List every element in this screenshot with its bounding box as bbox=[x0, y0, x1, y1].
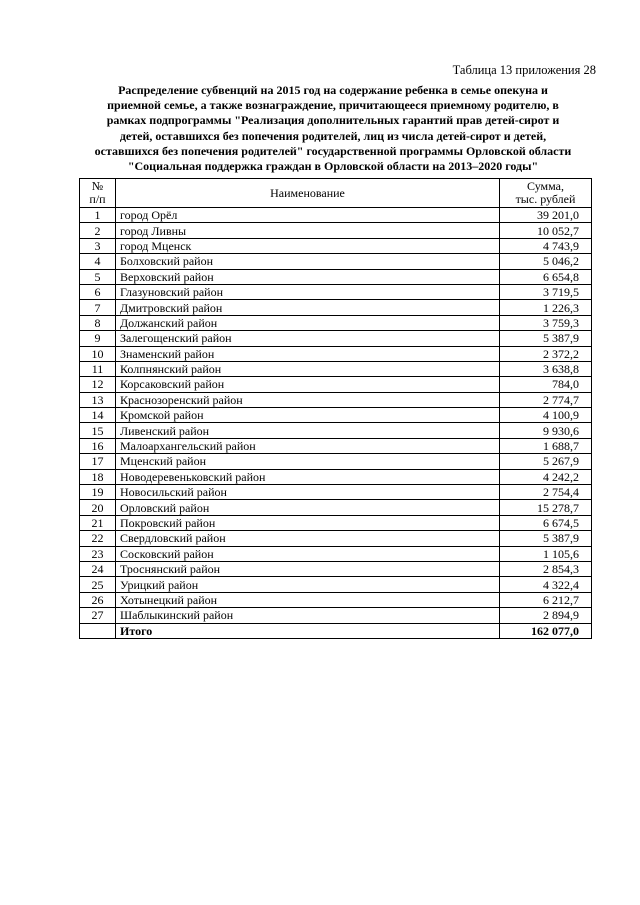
table-row bbox=[80, 284, 592, 299]
row-name: Болховский район bbox=[116, 254, 500, 269]
table-row bbox=[80, 208, 592, 223]
table-row bbox=[80, 469, 592, 484]
row-name: Дмитровский район bbox=[116, 300, 500, 315]
title-line: оставшихся без попечения родителей" государственной программы Орловской области bbox=[94, 143, 572, 158]
row-name: город Ливны bbox=[116, 223, 500, 238]
total-empty-cell bbox=[80, 623, 116, 638]
table-row bbox=[80, 377, 592, 392]
row-number: 6 bbox=[80, 284, 116, 299]
header-number bbox=[80, 179, 116, 208]
row-sum: 2 754,4 bbox=[500, 485, 592, 500]
title-line: "Социальная поддержка граждан в Орловской области на 2013–2020 годы" bbox=[127, 159, 539, 174]
table-body bbox=[80, 208, 592, 624]
row-sum: 10 052,7 bbox=[500, 223, 592, 238]
title-line: Распределение субвенций на 2015 год на содержание ребенка в семье опекуна и bbox=[118, 83, 548, 97]
table-row bbox=[80, 408, 592, 423]
row-name: Хотынецкий район bbox=[116, 592, 500, 607]
row-name: Залегощенский район bbox=[116, 331, 500, 346]
row-number: 14 bbox=[80, 408, 116, 423]
row-number: 9 bbox=[80, 331, 116, 346]
row-number: 26 bbox=[80, 592, 116, 607]
row-sum: 3 638,8 bbox=[500, 361, 592, 376]
row-name: Мценский район bbox=[116, 454, 500, 469]
total-row bbox=[80, 623, 592, 638]
row-sum: 5 387,9 bbox=[500, 531, 592, 546]
row-number: 3 bbox=[80, 238, 116, 253]
row-name: Свердловский район bbox=[116, 531, 500, 546]
row-sum: 6 654,8 bbox=[500, 269, 592, 284]
table-row bbox=[80, 300, 592, 315]
row-name: Ливенский район bbox=[116, 423, 500, 438]
title-line: детей, оставшихся без попечения родителей, лиц из числа детей-сирот и детей, bbox=[119, 128, 547, 143]
row-sum: 2 372,2 bbox=[500, 346, 592, 361]
row-name: Орловский район bbox=[116, 500, 500, 515]
row-name: Новосильский район bbox=[116, 485, 500, 500]
row-number: 11 bbox=[80, 361, 116, 376]
row-number: 1 bbox=[80, 208, 116, 223]
row-sum: 39 201,0 bbox=[500, 208, 592, 223]
row-sum: 2 894,9 bbox=[500, 608, 592, 623]
row-number: 4 bbox=[80, 254, 116, 269]
header-sum bbox=[500, 179, 592, 208]
row-number: 10 bbox=[80, 346, 116, 361]
table-row bbox=[80, 500, 592, 515]
row-sum: 1 105,6 bbox=[500, 546, 592, 561]
table-row bbox=[80, 254, 592, 269]
table-row bbox=[80, 546, 592, 561]
table-row bbox=[80, 531, 592, 546]
row-number: 21 bbox=[80, 515, 116, 530]
row-number: 27 bbox=[80, 608, 116, 623]
table-row bbox=[80, 392, 592, 407]
row-name: Краснозоренский район bbox=[116, 392, 500, 407]
row-sum: 1 688,7 bbox=[500, 438, 592, 453]
row-number: 2 bbox=[80, 223, 116, 238]
table-row bbox=[80, 577, 592, 592]
row-name: Шаблыкинский район bbox=[116, 608, 500, 623]
row-name: Должанский район bbox=[116, 315, 500, 330]
row-name: город Орёл bbox=[116, 208, 500, 223]
row-name: Колпнянский район bbox=[116, 361, 500, 376]
row-number: 5 bbox=[80, 269, 116, 284]
total-label: Итого bbox=[116, 623, 500, 638]
row-number: 19 bbox=[80, 485, 116, 500]
header-number-line2: п/п bbox=[89, 192, 106, 206]
row-number: 17 bbox=[80, 454, 116, 469]
row-number: 20 bbox=[80, 500, 116, 515]
table-row bbox=[80, 454, 592, 469]
row-number: 8 bbox=[80, 315, 116, 330]
header-number-line1: № bbox=[91, 179, 104, 193]
row-sum: 6 212,7 bbox=[500, 592, 592, 607]
row-name: Новодеревеньковский район bbox=[116, 469, 500, 484]
row-sum: 4 100,9 bbox=[500, 408, 592, 423]
row-sum: 3 719,5 bbox=[500, 284, 592, 299]
table-row bbox=[80, 608, 592, 623]
row-name: Корсаковский район bbox=[116, 377, 500, 392]
table-header-row bbox=[80, 179, 592, 208]
table-row bbox=[80, 331, 592, 346]
row-sum: 4 322,4 bbox=[500, 577, 592, 592]
table-row bbox=[80, 269, 592, 284]
row-number: 22 bbox=[80, 531, 116, 546]
table-row bbox=[80, 485, 592, 500]
row-sum: 4 743,9 bbox=[500, 238, 592, 253]
row-sum: 15 278,7 bbox=[500, 500, 592, 515]
document-title bbox=[78, 83, 588, 174]
row-name: Урицкий район bbox=[116, 577, 500, 592]
row-sum: 6 674,5 bbox=[500, 515, 592, 530]
row-name: Малоархангельский район bbox=[116, 438, 500, 453]
table-row bbox=[80, 361, 592, 376]
appendix-label: Таблица 13 приложения 28 bbox=[452, 63, 596, 77]
row-number: 12 bbox=[80, 377, 116, 392]
row-name: Знаменский район bbox=[116, 346, 500, 361]
row-name: город Мценск bbox=[116, 238, 500, 253]
row-number: 16 bbox=[80, 438, 116, 453]
row-sum: 2 774,7 bbox=[500, 392, 592, 407]
row-number: 23 bbox=[80, 546, 116, 561]
table-row bbox=[80, 515, 592, 530]
title-line: приемной семье, а также вознаграждение, причитающееся приемному родителю, в bbox=[107, 98, 559, 113]
row-number: 24 bbox=[80, 561, 116, 576]
table-row bbox=[80, 346, 592, 361]
row-name: Покровский район bbox=[116, 515, 500, 530]
table-row bbox=[80, 592, 592, 607]
table-row bbox=[80, 238, 592, 253]
total-sum: 162 077,0 bbox=[500, 623, 592, 638]
table-row bbox=[80, 315, 592, 330]
table-row bbox=[80, 438, 592, 453]
row-sum: 9 930,6 bbox=[500, 423, 592, 438]
row-name: Кромской район bbox=[116, 408, 500, 423]
table-row bbox=[80, 423, 592, 438]
row-sum: 1 226,3 bbox=[500, 300, 592, 315]
table-row bbox=[80, 223, 592, 238]
row-number: 13 bbox=[80, 392, 116, 407]
row-number: 7 bbox=[80, 300, 116, 315]
row-name: Сосковский район bbox=[116, 546, 500, 561]
row-name: Верховский район bbox=[116, 269, 500, 284]
row-sum: 5 387,9 bbox=[500, 331, 592, 346]
row-sum: 5 267,9 bbox=[500, 454, 592, 469]
row-number: 15 bbox=[80, 423, 116, 438]
row-name: Глазуновский район bbox=[116, 284, 500, 299]
header-sum-line2: тыс. рублей bbox=[515, 192, 576, 206]
row-sum: 784,0 bbox=[500, 377, 592, 392]
row-sum: 4 242,2 bbox=[500, 469, 592, 484]
title-line: рамках подпрограммы "Реализация дополнительных гарантий прав детей-сирот и bbox=[106, 113, 560, 128]
row-number: 18 bbox=[80, 469, 116, 484]
header-name: Наименование bbox=[116, 179, 500, 208]
row-sum: 5 046,2 bbox=[500, 254, 592, 269]
row-number: 25 bbox=[80, 577, 116, 592]
row-name: Троснянский район bbox=[116, 561, 500, 576]
row-sum: 2 854,3 bbox=[500, 561, 592, 576]
subsidy-table bbox=[79, 178, 592, 639]
header-sum-line1: Сумма, bbox=[527, 179, 564, 193]
row-sum: 3 759,3 bbox=[500, 315, 592, 330]
table-row bbox=[80, 561, 592, 576]
